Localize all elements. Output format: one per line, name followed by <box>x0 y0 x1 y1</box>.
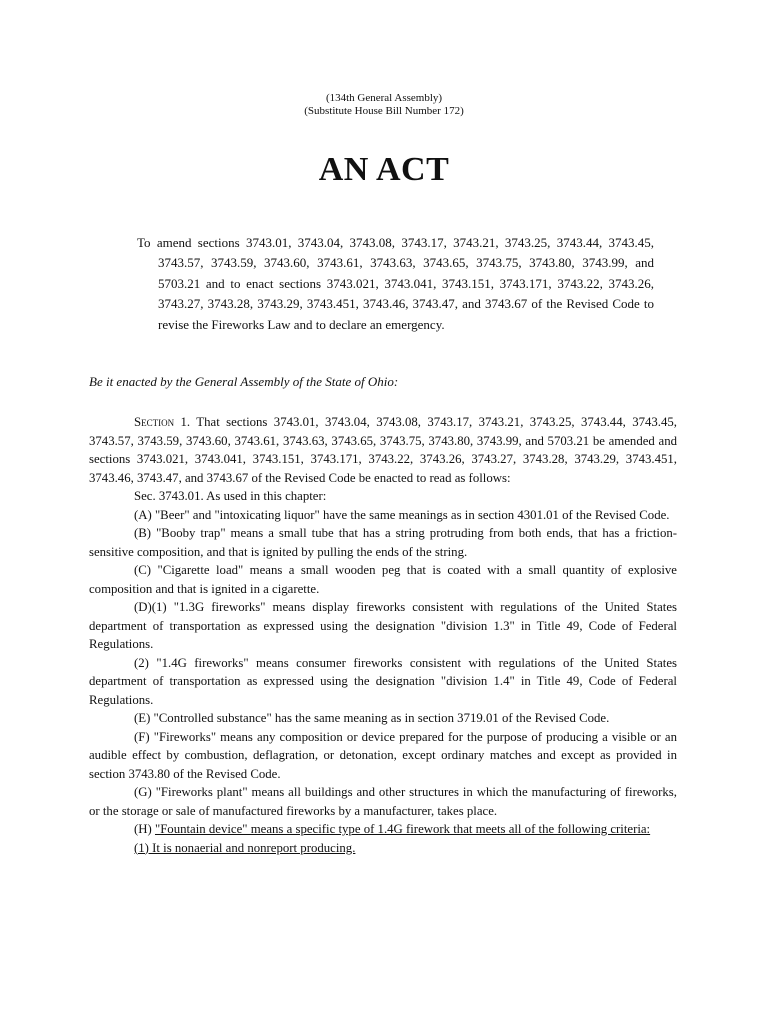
paragraph-h1-inserted-text: (1) It is nonaerial and nonreport producing. <box>134 840 356 855</box>
paragraph-e: (E) "Controlled substance" has the same meaning as in section 3719.01 of the Revised Code. <box>134 711 610 725</box>
bill-number-line: (Substitute House Bill Number 172) <box>304 105 464 117</box>
section-1-text: 1. That sections 3743.01, 3743.04, 3743.08, 3743.17, 3743.21, 3743.25, 3743.44, 3743.45, 3743.57, 3743.59, 3743.60, 3743.61, 3743.63, 3743.65, 3743.75, 3743.80, 3743.99, and 5703.21 be amended and sections 3743.021, 3743.041, 3743.151, 3743.171, 3743.22, 3743.26, 3743.27, 3743.28, 3743.29, 3743.451, 3743.46, 3743.47, and 3743.67 of the Revised Code be enacted to read as follows: <box>89 415 677 485</box>
act-body <box>89 413 677 857</box>
paragraph-h-inserted-text: "Fountain device" means a specific type of 1.4G firework that meets all of the following criteria: <box>154 822 651 836</box>
section-1-paragraph <box>89 413 677 487</box>
paragraph-a: (A) "Beer" and "intoxicating liquor" have the same meanings as in section 4301.01 of the Revised Code. <box>134 507 670 522</box>
paragraph-h <box>89 820 677 839</box>
act-purpose: To amend sections 3743.01, 3743.04, 3743.08, 3743.17, 3743.21, 3743.25, 3743.44, 3743.45, 3743.57, 3743.59, 3743.60, 3743.61, 3743.63, 3743.65, 3743.75, 3743.80, 3743.99, and 5703.21 and to enact sections 3743.021, 3743.041, 3743.151, 3743.171, 3743.22, 3743.26, 3743.27, 3743.28, 3743.29, 3743.451, 3743.46, 3743.47, and 3743.67 of the Revised Code to revise the Fireworks Law and to declare an emergency. <box>137 235 654 332</box>
enacting-clause: Be it enacted by the General Assembly of the State of Ohio: <box>89 374 399 389</box>
paragraph-h-label: (H) <box>134 822 155 836</box>
act-title: AN ACT <box>318 151 450 188</box>
paragraph-h1 <box>89 839 677 858</box>
assembly-line: (134th General Assembly) <box>325 92 443 104</box>
paragraph-g: (G) "Fireworks plant" means all buildings and other structures in which the manufacturing of fireworks, or the storage or sale of manufactured fireworks by a manufacturer, takes place. <box>89 785 677 818</box>
paragraph-f: (F) "Fireworks" means any composition or device prepared for the purpose of producing a visible or an audible effect by combustion, deflagration, or detonation, except ordinary matches and except as provided in section 3743.80 of the Revised Code. <box>89 729 677 781</box>
section-label: Section <box>134 415 175 429</box>
paragraph-c: (C) "Cigarette load" means a small wooden peg that is coated with a small quantity of explosive composition and that is ignited in a cigarette. <box>89 563 677 596</box>
paragraph-b: (B) "Booby trap" means a small tube that has a string protruding from both ends, that has a friction-sensitive composition, and that is ignited by pulling the ends of the string. <box>89 526 677 559</box>
paragraph-d1: (D)(1) "1.3G fireworks" means display fireworks consistent with regulations of the United States department of transportation as expressed using the designation "division 1.3" in Title 49, Code of Federal Regulations. <box>89 600 677 651</box>
paragraph-d2: (2) "1.4G fireworks" means consumer fireworks consistent with regulations of the United States department of transportation as expressed using the designation "division 1.4" in Title 49, Code of Federal Regulations. <box>89 655 677 707</box>
sec-3743-01-heading: Sec. 3743.01. As used in this chapter: <box>134 489 327 503</box>
